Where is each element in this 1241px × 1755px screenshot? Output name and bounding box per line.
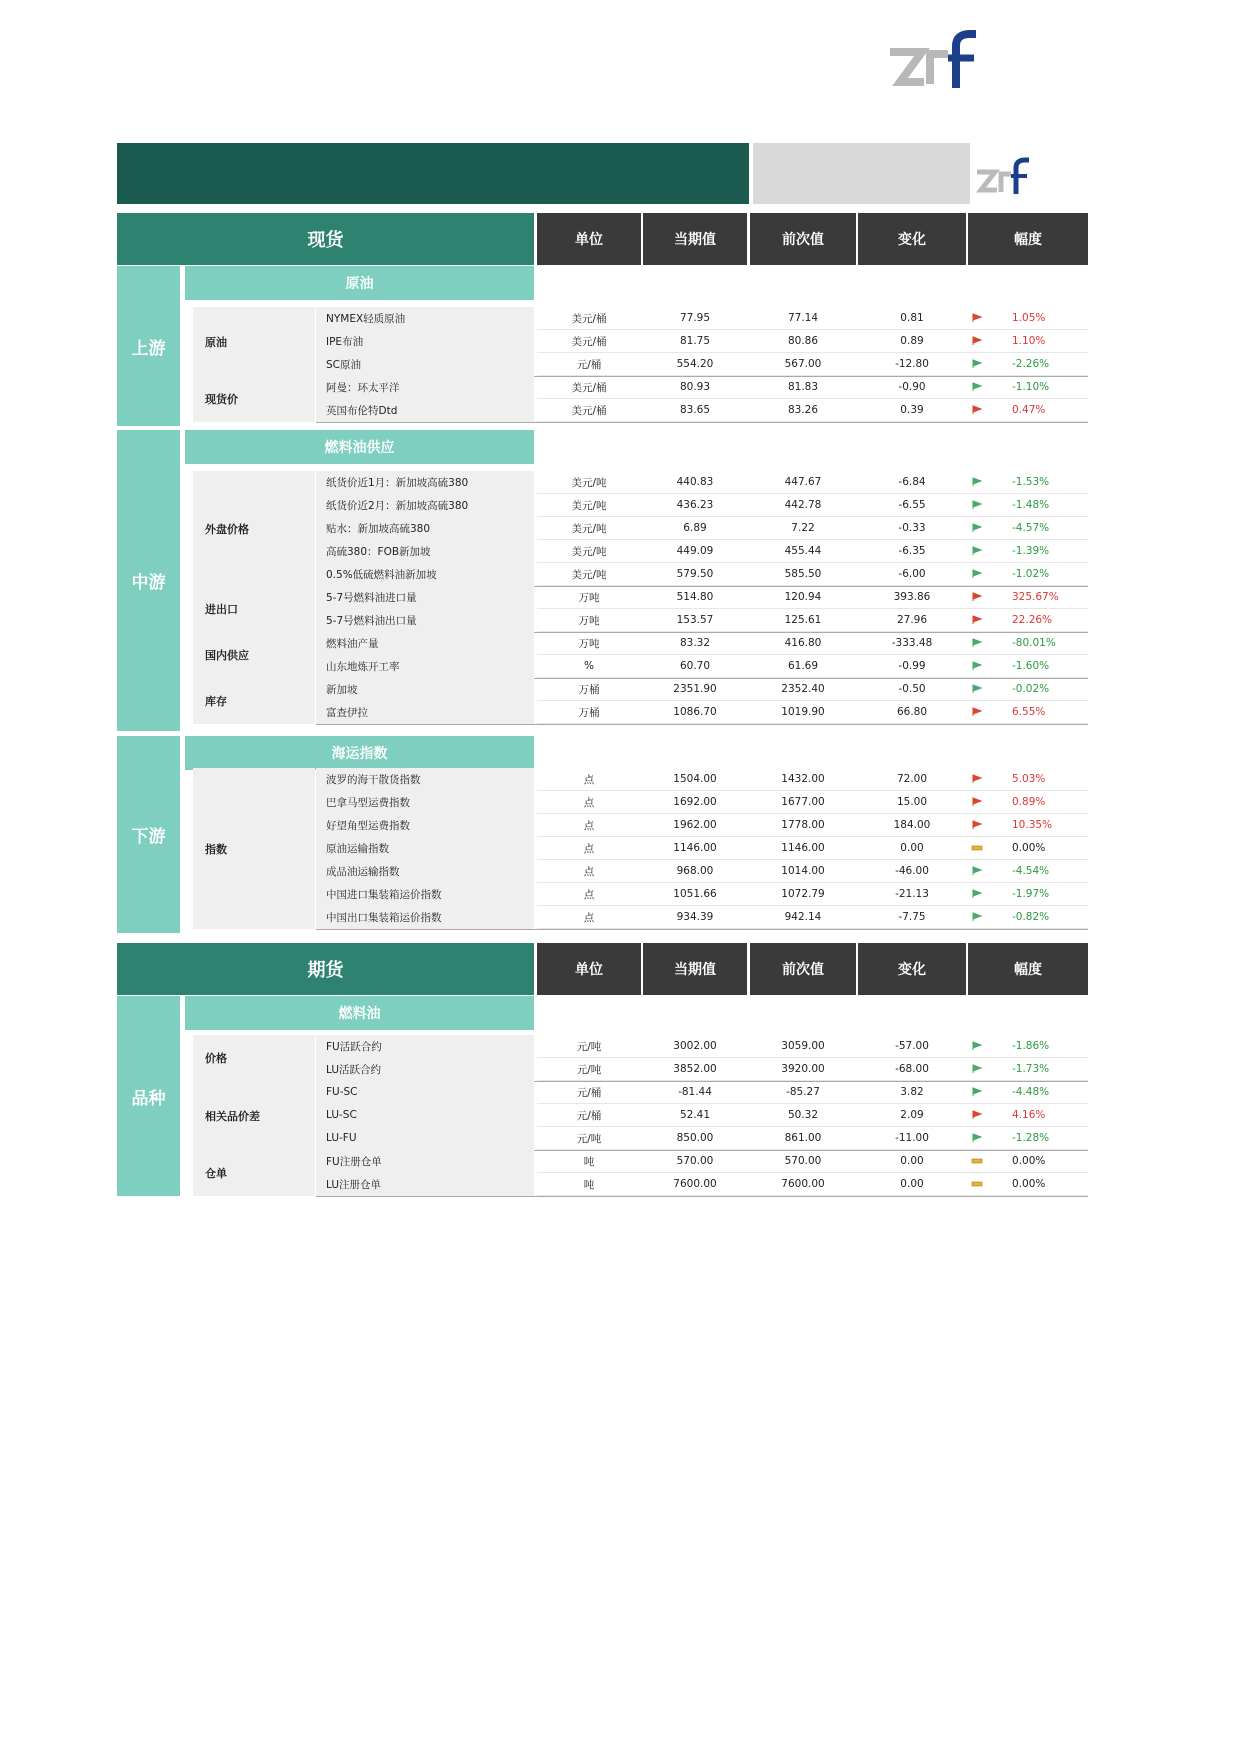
change-value: -12.80 [895, 358, 929, 370]
unit-cell: 点 [583, 842, 595, 855]
green-flag-icon [971, 1133, 983, 1143]
item-name: 好望角型运费指数 [326, 819, 410, 832]
green-flag-icon [971, 569, 983, 579]
category-label: 价格 [205, 1052, 227, 1065]
item-name: 成品油运输指数 [326, 865, 400, 878]
category-label: 指数 [205, 842, 227, 856]
change-percent: 0.47% [1012, 404, 1046, 416]
column-header-4: 幅度 [968, 943, 1088, 995]
current-value: 77.95 [679, 312, 711, 324]
unit-cell: 吨 [583, 1178, 595, 1191]
change-value: -0.50 [898, 683, 926, 695]
unit-cell: 点 [583, 888, 595, 901]
previous-value: 1019.90 [781, 706, 825, 718]
red-flag-icon [971, 336, 983, 346]
zone-label: 上游 [117, 266, 180, 426]
green-flag-icon [971, 546, 983, 556]
item-name: LU-FU [326, 1132, 357, 1144]
item-name: 中国进口集装箱运价指数 [326, 888, 442, 901]
column-header-1: 当期值 [643, 213, 747, 265]
change-value: 66.80 [896, 706, 928, 718]
unit-cell: 美元/吨 [571, 499, 607, 512]
unit-cell: 美元/吨 [571, 568, 607, 581]
change-percent: -1.28% [1012, 1132, 1050, 1144]
previous-value: 1072.79 [781, 888, 825, 900]
current-value: 968.00 [676, 865, 714, 877]
unit-cell: 点 [583, 819, 595, 832]
column-header-3: 变化 [858, 213, 966, 265]
unit-cell: 美元/桶 [571, 312, 607, 325]
change-value: -333.48 [891, 637, 933, 649]
change-value: 27.96 [896, 614, 928, 626]
green-flag-icon [971, 661, 983, 671]
previous-value: -85.27 [786, 1086, 820, 1098]
category-label: 原油 [205, 335, 227, 349]
current-value: 436.23 [676, 499, 714, 511]
change-percent: -1.53% [1012, 476, 1050, 488]
red-flag-icon [971, 1110, 983, 1120]
zone-label: 下游 [117, 736, 180, 933]
category-label: 仓单 [205, 1167, 227, 1180]
item-name: 阿曼：环太平洋 [326, 381, 400, 394]
change-percent: 1.10% [1012, 335, 1046, 347]
previous-value: 942.14 [784, 911, 822, 923]
unit-cell: 点 [583, 865, 595, 878]
report-date [753, 143, 970, 204]
group-subheader: 燃料油 [185, 996, 534, 1030]
current-value: 1692.00 [673, 796, 717, 808]
change-value: -7.75 [898, 911, 926, 923]
group-subheader: 海运指数 [185, 736, 534, 770]
unit-cell: 元/吨 [576, 1040, 602, 1053]
unit-cell: 美元/桶 [571, 404, 607, 417]
neutral-bar-icon [971, 1179, 983, 1189]
change-value: -6.00 [898, 568, 926, 580]
current-value: 1086.70 [673, 706, 717, 718]
zone-label: 中游 [117, 430, 180, 731]
current-value: 52.41 [679, 1109, 711, 1121]
previous-value: 83.26 [787, 404, 819, 416]
previous-value: 7600.00 [781, 1178, 825, 1190]
neutral-bar-icon [971, 1156, 983, 1166]
red-flag-icon [971, 797, 983, 807]
change-value: -11.00 [895, 1132, 929, 1144]
column-header-1: 当期值 [643, 943, 747, 995]
change-value: 2.09 [900, 1109, 924, 1121]
red-flag-icon [971, 313, 983, 323]
unit-cell: 元/桶 [576, 1109, 602, 1122]
green-flag-icon [971, 382, 983, 392]
item-name: 巴拿马型运费指数 [326, 796, 410, 809]
current-value: 449.09 [676, 545, 714, 557]
column-header-0: 单位 [537, 213, 641, 265]
current-value: 6.89 [683, 522, 707, 534]
column-header-3: 变化 [858, 943, 966, 995]
red-flag-icon [971, 592, 983, 602]
item-name: 富查伊拉 [326, 706, 368, 719]
change-percent: 1.05% [1012, 312, 1046, 324]
green-flag-icon [971, 1064, 983, 1074]
current-value: 570.00 [676, 1155, 714, 1167]
item-name: FU-SC [326, 1086, 358, 1098]
previous-value: 447.67 [784, 476, 822, 488]
current-value: 153.57 [676, 614, 714, 626]
unit-cell: % [584, 660, 594, 672]
column-header-2: 前次值 [750, 213, 856, 265]
change-percent: 6.55% [1012, 706, 1046, 718]
unit-cell: 元/桶 [576, 358, 602, 371]
change-value: 15.00 [896, 796, 928, 808]
red-flag-icon [971, 774, 983, 784]
unit-cell: 吨 [583, 1155, 595, 1168]
category-divider [316, 1196, 1088, 1197]
previous-value: 455.44 [784, 545, 822, 557]
previous-value: 81.83 [787, 381, 819, 393]
red-flag-icon [971, 820, 983, 830]
item-name: 新加坡 [326, 683, 358, 696]
change-percent: -4.57% [1012, 522, 1050, 534]
previous-value: 1014.00 [781, 865, 825, 877]
green-flag-icon [971, 889, 983, 899]
change-value: 0.00 [900, 1178, 924, 1190]
red-flag-icon [971, 615, 983, 625]
previous-value: 861.00 [784, 1132, 822, 1144]
current-value: 2351.90 [673, 683, 717, 695]
unit-cell: 美元/吨 [571, 522, 607, 535]
current-value: 81.75 [679, 335, 711, 347]
neutral-bar-icon [971, 843, 983, 853]
current-value: 1962.00 [673, 819, 717, 831]
current-value: 514.80 [676, 591, 714, 603]
current-value: 440.83 [676, 476, 714, 488]
company-logo-small [975, 156, 1095, 198]
previous-value: 120.94 [784, 591, 822, 603]
change-value: 0.81 [900, 312, 924, 324]
category-label: 国内供应 [205, 649, 249, 662]
current-value: 80.93 [679, 381, 711, 393]
change-percent: 0.00% [1012, 1178, 1046, 1190]
unit-cell: 美元/桶 [571, 335, 607, 348]
green-flag-icon [971, 638, 983, 648]
unit-cell: 美元/桶 [571, 381, 607, 394]
current-value: 934.39 [676, 911, 714, 923]
item-name: FU活跃合约 [326, 1040, 382, 1053]
change-value: 0.39 [900, 404, 924, 416]
change-percent: 22.26% [1012, 614, 1053, 626]
change-value: 72.00 [896, 773, 928, 785]
item-name: LU活跃合约 [326, 1063, 382, 1076]
change-percent: -1.86% [1012, 1040, 1050, 1052]
column-header-0: 单位 [537, 943, 641, 995]
previous-value: 3059.00 [781, 1040, 825, 1052]
unit-cell: 万桶 [578, 706, 600, 719]
change-value: -6.55 [898, 499, 926, 511]
change-percent: 0.00% [1012, 1155, 1046, 1167]
unit-cell: 点 [583, 773, 595, 786]
change-value: 0.00 [900, 1155, 924, 1167]
item-name: SC原油 [326, 358, 361, 371]
item-name: 燃料油产量 [326, 637, 379, 650]
item-name: 0.5%低硫燃料油新加坡 [326, 568, 437, 581]
zrf-logo-small-icon [975, 156, 1095, 198]
category-divider [316, 422, 1088, 423]
previous-value: 77.14 [787, 312, 819, 324]
item-name: 纸货价近1月：新加坡高硫380 [326, 476, 469, 489]
change-percent: -1.39% [1012, 545, 1050, 557]
change-percent: -1.02% [1012, 568, 1050, 580]
item-name: LU-SC [326, 1109, 357, 1121]
unit-cell: 元/吨 [576, 1132, 602, 1145]
previous-value: 570.00 [784, 1155, 822, 1167]
group-subheader: 原油 [185, 266, 534, 300]
zrf-logo-icon [888, 28, 976, 90]
change-value: -68.00 [895, 1063, 929, 1075]
current-value: 579.50 [676, 568, 714, 580]
change-value: -0.99 [898, 660, 926, 672]
change-value: 3.82 [900, 1086, 924, 1098]
current-value: 1504.00 [673, 773, 717, 785]
category-label: 库存 [205, 695, 227, 708]
item-name: 高硫380：FOB新加坡 [326, 545, 431, 558]
column-header-4: 幅度 [968, 213, 1088, 265]
change-percent: -1.97% [1012, 888, 1050, 900]
current-value: 850.00 [676, 1132, 714, 1144]
item-name: 贴水：新加坡高硫380 [326, 522, 431, 535]
change-value: 393.86 [893, 591, 931, 603]
green-flag-icon [971, 1041, 983, 1051]
previous-value: 416.80 [784, 637, 822, 649]
change-value: -6.35 [898, 545, 926, 557]
change-value: 0.89 [900, 335, 924, 347]
green-flag-icon [971, 359, 983, 369]
zone-label: 品种 [117, 996, 180, 1196]
report-title [117, 143, 749, 204]
change-percent: -1.73% [1012, 1063, 1050, 1075]
change-percent: -0.82% [1012, 911, 1050, 923]
unit-cell: 美元/吨 [571, 545, 607, 558]
current-value: 1146.00 [673, 842, 717, 854]
current-value: 60.70 [679, 660, 711, 672]
previous-value: 567.00 [784, 358, 822, 370]
item-name: IPE布油 [326, 335, 364, 348]
previous-value: 61.69 [787, 660, 819, 672]
green-flag-icon [971, 912, 983, 922]
change-percent: -1.60% [1012, 660, 1050, 672]
red-flag-icon [971, 707, 983, 717]
green-flag-icon [971, 684, 983, 694]
change-value: -6.84 [898, 476, 926, 488]
change-percent: 5.03% [1012, 773, 1046, 785]
change-percent: -4.54% [1012, 865, 1050, 877]
current-value: 1051.66 [673, 888, 717, 900]
category-label: 外盘价格 [205, 522, 249, 536]
change-percent: -1.10% [1012, 381, 1050, 393]
item-name: 中国出口集装箱运价指数 [326, 911, 442, 924]
unit-cell: 万吨 [578, 637, 600, 650]
item-name: 5-7号燃料油出口量 [326, 614, 417, 627]
change-percent: 325.67% [1012, 591, 1059, 603]
green-flag-icon [971, 500, 983, 510]
previous-value: 585.50 [784, 568, 822, 580]
change-value: -57.00 [895, 1040, 929, 1052]
item-name: LU注册仓单 [326, 1178, 382, 1191]
company-logo [888, 28, 1188, 98]
item-name: 波罗的海干散货指数 [326, 773, 421, 786]
change-percent: -4.48% [1012, 1086, 1050, 1098]
unit-cell: 万桶 [578, 683, 600, 696]
unit-cell: 万吨 [578, 591, 600, 604]
change-value: -21.13 [895, 888, 929, 900]
item-name: FU注册仓单 [326, 1155, 382, 1168]
change-value: 184.00 [893, 819, 931, 831]
change-percent: 0.00% [1012, 842, 1046, 854]
item-name: NYMEX轻质原油 [326, 312, 406, 325]
section-header: 现货 [117, 213, 534, 265]
green-flag-icon [971, 523, 983, 533]
item-name: 山东地炼开工率 [326, 660, 400, 673]
previous-value: 7.22 [791, 522, 815, 534]
green-flag-icon [971, 1087, 983, 1097]
current-value: 554.20 [676, 358, 714, 370]
previous-value: 1146.00 [781, 842, 825, 854]
unit-cell: 元/桶 [576, 1086, 602, 1099]
unit-cell: 元/吨 [576, 1063, 602, 1076]
previous-value: 50.32 [787, 1109, 819, 1121]
previous-value: 1778.00 [781, 819, 825, 831]
item-name: 英国布伦特Dtd [326, 404, 398, 417]
previous-value: 3920.00 [781, 1063, 825, 1075]
change-percent: 10.35% [1012, 819, 1053, 831]
item-name: 纸货价近2月：新加坡高硫380 [326, 499, 469, 512]
category-label: 进出口 [205, 603, 238, 616]
previous-value: 1432.00 [781, 773, 825, 785]
change-value: -0.90 [898, 381, 926, 393]
previous-value: 2352.40 [781, 683, 825, 695]
current-value: 7600.00 [673, 1178, 717, 1190]
previous-value: 1677.00 [781, 796, 825, 808]
current-value: 3002.00 [673, 1040, 717, 1052]
change-percent: -2.26% [1012, 358, 1050, 370]
previous-value: 80.86 [787, 335, 819, 347]
change-percent: 0.89% [1012, 796, 1046, 808]
red-flag-icon [971, 405, 983, 415]
previous-value: 125.61 [784, 614, 822, 626]
green-flag-icon [971, 866, 983, 876]
change-percent: -80.01% [1012, 637, 1056, 649]
group-subheader: 燃料油供应 [185, 430, 534, 464]
column-header-2: 前次值 [750, 943, 856, 995]
unit-cell: 万吨 [578, 614, 600, 627]
change-value: -46.00 [895, 865, 929, 877]
item-name: 原油运输指数 [326, 842, 389, 855]
change-percent: -0.02% [1012, 683, 1050, 695]
change-value: -0.33 [898, 522, 926, 534]
category-divider [316, 724, 1088, 725]
current-value: -81.44 [678, 1086, 712, 1098]
change-percent: 4.16% [1012, 1109, 1046, 1121]
green-flag-icon [971, 477, 983, 487]
section-header: 期货 [117, 943, 534, 995]
item-name: 5-7号燃料油进口量 [326, 591, 417, 604]
previous-value: 442.78 [784, 499, 822, 511]
category-divider [316, 929, 1088, 930]
category-label: 相关品价差 [205, 1109, 260, 1123]
unit-cell: 点 [583, 911, 595, 924]
change-percent: -1.48% [1012, 499, 1050, 511]
current-value: 83.32 [679, 637, 711, 649]
category-label: 现货价 [205, 393, 238, 406]
current-value: 83.65 [679, 404, 711, 416]
unit-cell: 美元/吨 [571, 476, 607, 489]
current-value: 3852.00 [673, 1063, 717, 1075]
unit-cell: 点 [583, 796, 595, 809]
change-value: 0.00 [900, 842, 924, 854]
